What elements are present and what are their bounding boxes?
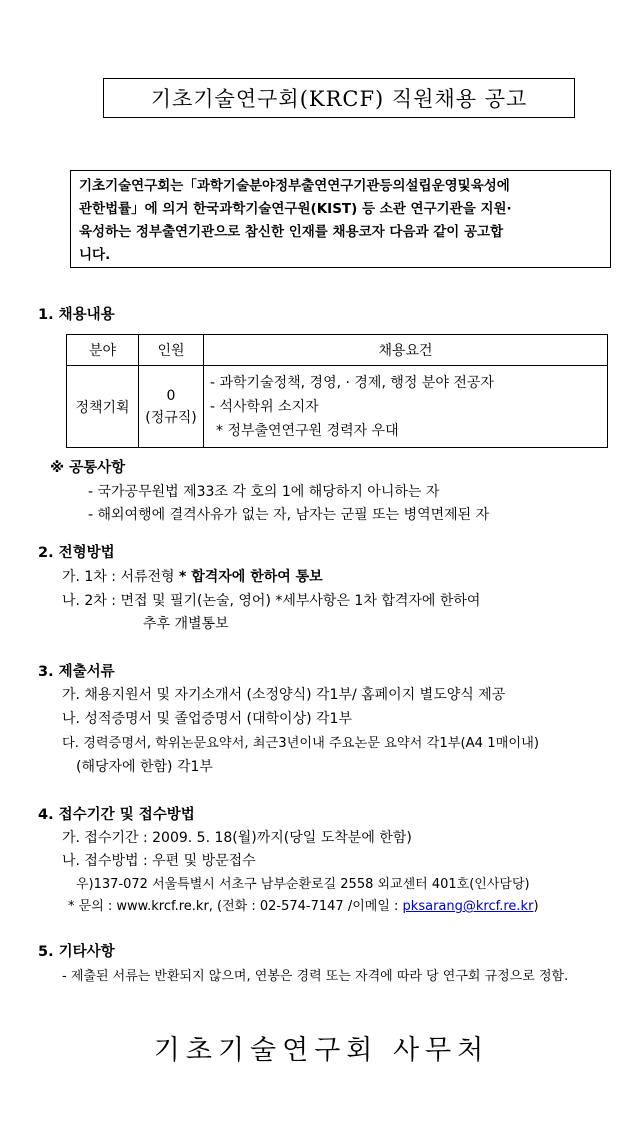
common-item: - 해외여행에 결격사유가 없는 자, 남자는 군필 또는 병역면제된 자 [88, 507, 490, 523]
application-period: 가. 접수기간 : 2009. 5. 18(월)까지(당일 도착분에 한함) [62, 830, 412, 846]
notice-title: 기초기술연구회(KRCF) 직원채용 공고 [103, 78, 575, 118]
misc-note: - 제출된 서류는 반환되지 않으며, 연봉은 경력 또는 자격에 따라 당 연구회 규정으로 정함. [62, 969, 569, 984]
common-heading: ※ 공통사항 [50, 460, 126, 476]
section-3-heading: 3. 제출서류 [38, 664, 115, 680]
contact-info [68, 895, 539, 914]
document-item: 다. 경력증명서, 학위논문요약서, 최근3년이내 주요논문 요약서 각1부(A4 1매이내) [62, 736, 539, 751]
count-type: (정규직) [145, 409, 197, 426]
common-item: - 국가공무원법 제33조 각 호의 1에 해당하지 아니하는 자 [88, 484, 440, 500]
table-row [67, 366, 608, 448]
header-field: 분야 [67, 335, 139, 366]
step-1-note: * 합격자에 한하여 통보 [179, 569, 323, 585]
cell-requirements [204, 366, 608, 448]
section-4-heading: 4. 접수기간 및 접수방법 [38, 807, 195, 823]
selection-step-2: 나. 2차 : 면접 및 필기(논술, 영어) *세부사항은 1차 합격자에 한하여 [62, 593, 481, 609]
contact-text: * 문의 : www.krcf.re.kr, (전화 : 02-574-7147 /이메일 : [68, 899, 403, 914]
section-5-heading: 5. 기타사항 [38, 944, 115, 960]
email-link[interactable]: pksarang@krcf.re.kr [402, 899, 534, 914]
section-2-heading: 2. 전형방법 [38, 545, 115, 561]
intro-line: 기초기술연구회는「과학기술분야정부출연연구기관등의설립운영및육성에 [79, 178, 510, 194]
intro-line: 관한법률」에 의거 한국과학기술연구원(KIST) 등 소관 연구기관을 지원· [79, 201, 512, 217]
cell-field: 정책기획 [67, 366, 139, 448]
mailing-address: 우)137-072 서울특별시 서초구 남부순환로길 2558 외교센터 401호(인사담당) [76, 877, 530, 892]
requirement-item: - 과학기술정책, 경영, · 경제, 행정 분야 전공자 [210, 374, 494, 391]
header-count: 인원 [139, 335, 204, 366]
document-item: 가. 채용지원서 및 자기소개서 (소정양식) 각1부/ 홈페이지 별도양식 제공 [62, 687, 506, 703]
table-header-row [67, 335, 608, 366]
selection-step-1 [62, 566, 323, 586]
intro-line: 육성하는 정부출연기관으로 참신한 인재를 채용코자 다음과 같이 공고합 [79, 224, 504, 240]
document-item: 나. 성적증명서 및 졸업증명서 (대학이상) 각1부 [62, 711, 352, 727]
document-item-cont: (해당자에 한함) 각1부 [76, 759, 213, 775]
header-requirements: 채용요건 [204, 335, 608, 366]
step-1-text: 가. 1차 : 서류전형 [62, 569, 180, 585]
intro-paragraph [70, 170, 611, 268]
contact-close: ) [533, 899, 539, 914]
requirement-item: * 정부출연연구원 경력자 우대 [216, 422, 399, 439]
recruitment-table [66, 334, 608, 448]
cell-count [139, 366, 204, 448]
count-value: 0 [166, 387, 176, 404]
selection-step-2-cont: 추후 개별통보 [143, 616, 229, 632]
issuer-signature: 기초기술연구회 사무처 [153, 1035, 490, 1066]
intro-line: 니다. [79, 247, 111, 263]
requirement-item: - 석사학위 소지자 [210, 398, 319, 415]
section-1-heading: 1. 채용내용 [38, 307, 115, 323]
application-method: 나. 접수방법 : 우편 및 방문접수 [62, 853, 256, 869]
